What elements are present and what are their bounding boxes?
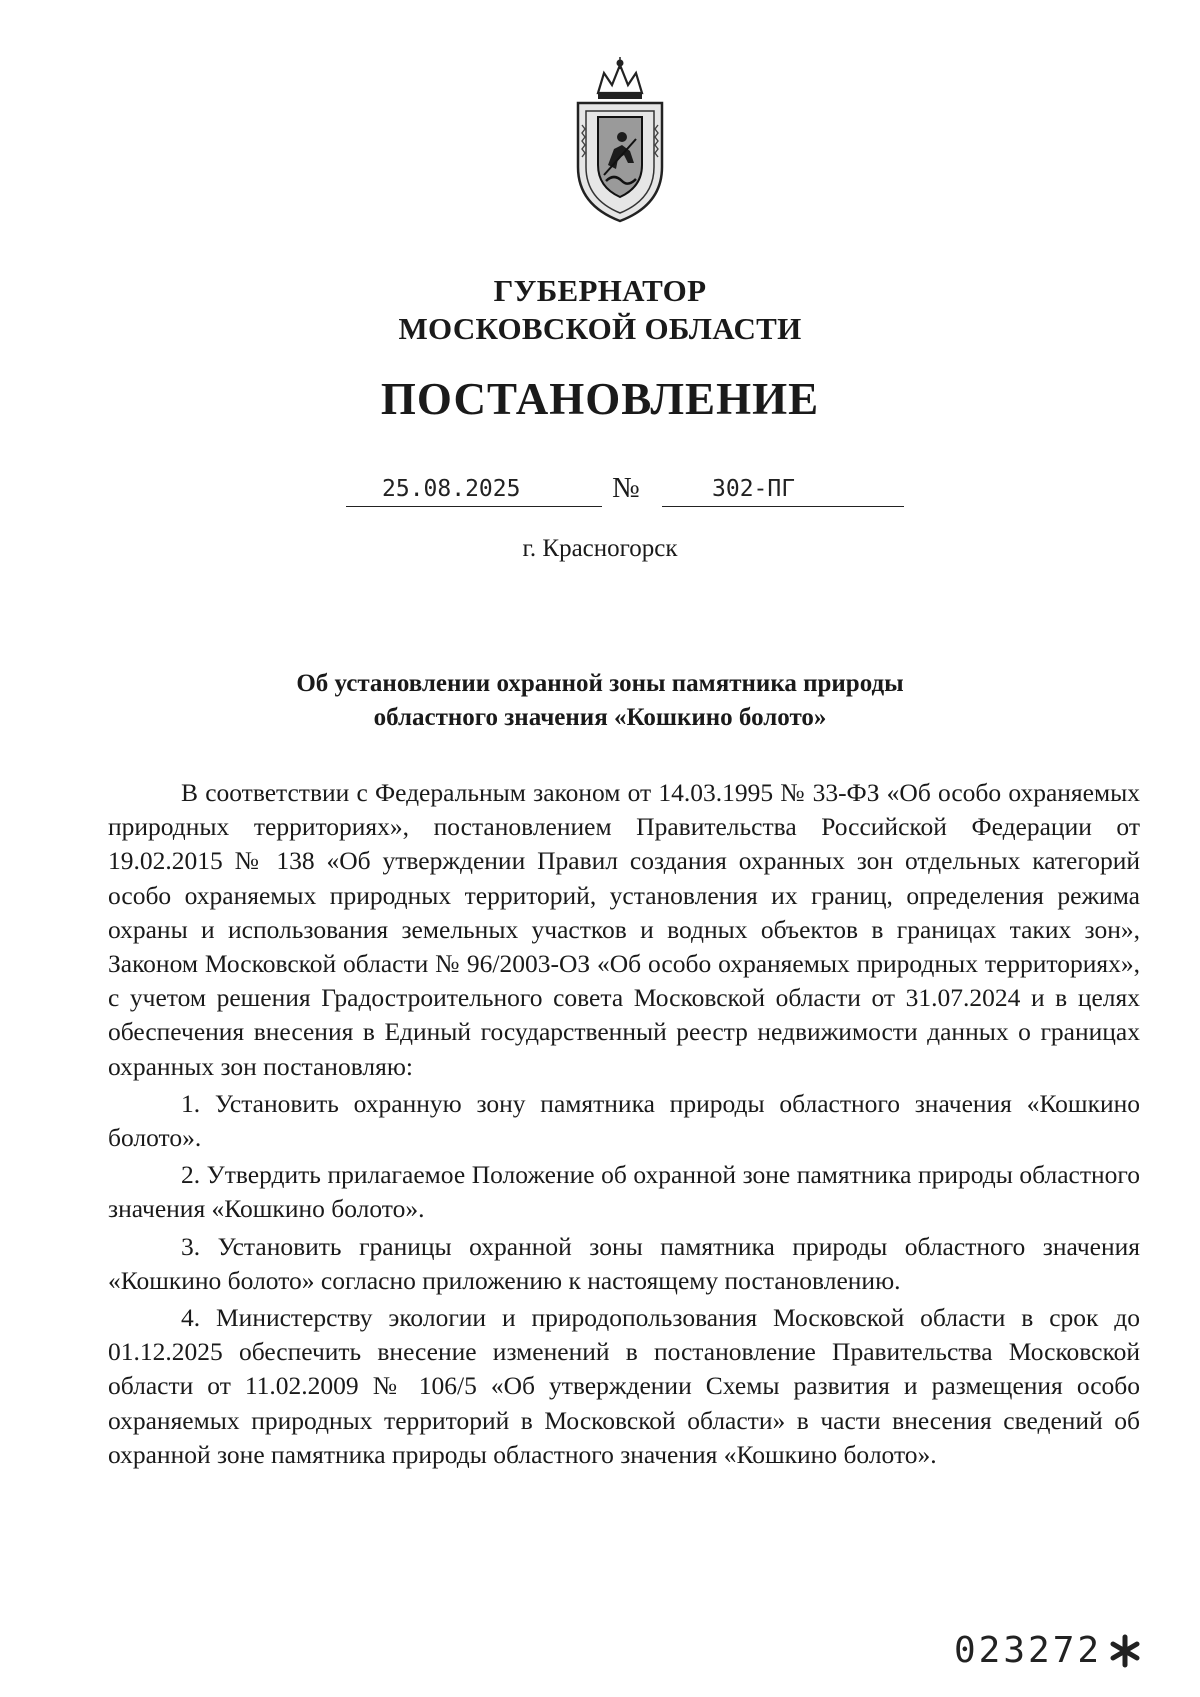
clause-2: 2. Утвердить прилагаемое Положение об охранной зоне памятника природы областного значения «Кошкино болото». [108, 1160, 1140, 1224]
clause-4: 4. Министерству экологии и природопользования Московской области в срок до 01.12.2025 обеспечить внесение изменений в постановление Правительства Московской области от 11.02.2009 № 106/5 «Об утверждении Схемы развития и размещения особо охраняемых природных территорий в Московской области» в части внесения сведений об охранной зоне памятника природы областного значения «Кошкино болото». [108, 1303, 1140, 1469]
preamble-paragraph: В соответствии с Федеральным законом от 14.03.1995 № 33-ФЗ «Об особо охраняемых природных территориях», постановлением Правительства Российской Федерации от 19.02.2015 № 138 «Об утверждении Правил создания охранных зон отдельных категорий особо охраняемых природных территорий, установления их границ, определения режима охраны и использования земельных участков и водных объектов в границах таких зон», Законом Московской области № 96/2003-ОЗ «Об особо охраняемых природных территориях», с учетом решения Градостроительного совета Московской области от 31.07.2024 и в целях обеспечения внесения в Единый государственный реестр недвижимости данных о границах охранных зон постановляю: [108, 778, 1140, 1081]
document-number: 302-ПГ [712, 476, 796, 502]
document-type: ПОСТАНОВЛЕНИЕ [380, 374, 820, 424]
asterisk-icon [1108, 1634, 1142, 1668]
date-field [346, 470, 602, 507]
document-city: г. Красногорск [522, 535, 678, 562]
authority-title-line2: МОСКОВСКОЙ ОБЛАСТИ [398, 311, 802, 346]
subject-line1: Об установлении охранной зоны памятника природы [296, 670, 904, 697]
clause-1: 1. Установить охранную зону памятника природы областного значения «Кошкино болото». [108, 1088, 1140, 1153]
subject-line2: областного значения «Кошкино болото» [373, 704, 827, 731]
number-field [662, 470, 904, 507]
authority-title-line1: ГУБЕРНАТОР [493, 273, 707, 308]
clause-3: 3. Установить границы охранной зоны памятника природы областного значения «Кошкино болото» согласно приложению к настоящему постановлению. [108, 1231, 1140, 1295]
serial-number [954, 1630, 1142, 1671]
number-sign: № [612, 472, 640, 504]
coat-of-arms-icon [560, 55, 680, 225]
document-body [108, 776, 1140, 1472]
document-date: 25.08.2025 [382, 476, 521, 502]
serial-number-text: 023272 [954, 1630, 1103, 1671]
